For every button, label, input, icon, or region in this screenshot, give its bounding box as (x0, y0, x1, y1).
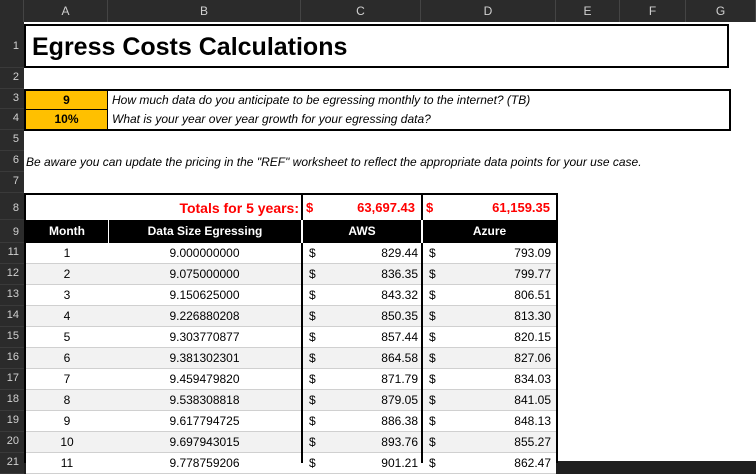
azure-currency-cell[interactable]: $ (429, 414, 436, 428)
aws-cost-cell[interactable]: 886.38 (381, 414, 418, 428)
row-header-20[interactable]: 20 (0, 432, 24, 453)
column-header-f[interactable]: F (620, 0, 686, 22)
column-header-g[interactable]: G (686, 0, 756, 22)
column-header-d[interactable]: D (421, 0, 556, 22)
row-header-15[interactable]: 15 (0, 327, 24, 348)
data-size-cell[interactable]: 9.538308818 (169, 393, 240, 407)
aws-currency-cell[interactable]: $ (309, 267, 316, 281)
data-size-cell[interactable]: 9.381302301 (169, 351, 240, 365)
row-header-5[interactable]: 5 (0, 130, 24, 151)
header-month: Month (26, 220, 108, 243)
data-size-cell[interactable]: 9.150625000 (169, 288, 240, 302)
month-cell[interactable]: 2 (63, 267, 71, 281)
data-size-cell[interactable]: 9.459479820 (169, 372, 240, 386)
column-header-a[interactable]: A (24, 0, 108, 22)
azure-cost-cell[interactable]: 799.77 (514, 267, 551, 281)
azure-cost-cell[interactable]: 820.15 (514, 330, 551, 344)
worksheet-grid[interactable] (24, 22, 756, 470)
aws-currency-cell[interactable]: $ (309, 372, 316, 386)
header-data-size: Data Size Egressing (108, 220, 301, 243)
month-cell[interactable]: 5 (63, 330, 71, 344)
month-cell[interactable]: 1 (63, 246, 71, 260)
aws-currency-cell[interactable]: $ (309, 414, 316, 428)
month-cell[interactable]: 4 (63, 309, 71, 323)
sheet-title[interactable]: Egress Costs Calculations (24, 24, 729, 68)
column-header-b[interactable]: B (108, 0, 301, 22)
totals-aws-currency: $ (306, 200, 314, 215)
aws-currency-cell[interactable]: $ (309, 456, 316, 470)
row-header-2[interactable]: 2 (0, 68, 24, 89)
row-header-18[interactable]: 18 (0, 390, 24, 411)
pricing-note: Be aware you can update the pricing in the "REF" worksheet to reflect the appropriate data points for your use case. (26, 155, 642, 169)
azure-currency-cell[interactable]: $ (429, 330, 436, 344)
row-header-9[interactable]: 9 (0, 220, 24, 243)
aws-currency-cell[interactable]: $ (309, 288, 316, 302)
row-header-1[interactable]: 1 (0, 22, 24, 68)
aws-cost-cell[interactable]: 843.32 (381, 288, 418, 302)
row-header-11[interactable]: 11 (0, 243, 24, 264)
row-header-21[interactable]: 21 (0, 453, 24, 474)
header-azure: Azure (421, 220, 556, 243)
azure-cost-cell[interactable]: 841.05 (514, 393, 551, 407)
month-cell[interactable]: 3 (63, 288, 71, 302)
row-header-8[interactable]: 8 (0, 193, 24, 220)
row-header-7[interactable]: 7 (0, 172, 24, 193)
totals-azure-currency: $ (426, 200, 434, 215)
column-header-e[interactable]: E (556, 0, 620, 22)
aws-cost-cell[interactable]: 829.44 (381, 246, 418, 260)
azure-currency-cell[interactable]: $ (429, 309, 436, 323)
aws-cost-cell[interactable]: 893.76 (381, 435, 418, 449)
select-all-corner[interactable] (0, 0, 24, 22)
row-header-3[interactable]: 3 (0, 89, 24, 109)
data-size-cell[interactable]: 9.697943015 (169, 435, 240, 449)
monthly-question-label: How much data do you anticipate to be egressing monthly to the internet? (TB) (112, 93, 531, 107)
azure-cost-cell[interactable]: 834.03 (514, 372, 551, 386)
data-size-cell[interactable]: 9.000000000 (169, 246, 240, 260)
aws-cost-cell[interactable]: 879.05 (381, 393, 418, 407)
azure-cost-cell[interactable]: 827.06 (514, 351, 551, 365)
azure-currency-cell[interactable]: $ (429, 288, 436, 302)
monthly-tb-input[interactable]: 9 (26, 91, 108, 110)
azure-currency-cell[interactable]: $ (429, 267, 436, 281)
aws-currency-cell[interactable]: $ (309, 435, 316, 449)
divider-azure-column (421, 243, 423, 463)
aws-currency-cell[interactable]: $ (309, 393, 316, 407)
azure-currency-cell[interactable]: $ (429, 372, 436, 386)
aws-cost-cell[interactable]: 864.58 (381, 351, 418, 365)
aws-currency-cell[interactable]: $ (309, 246, 316, 260)
totals-azure-value: 61,159.35 (492, 200, 550, 215)
azure-currency-cell[interactable]: $ (429, 393, 436, 407)
row-header-16[interactable]: 16 (0, 348, 24, 369)
aws-cost-cell[interactable]: 857.44 (381, 330, 418, 344)
row-header-17[interactable]: 17 (0, 369, 24, 390)
growth-input[interactable]: 10% (26, 110, 108, 129)
data-size-cell[interactable]: 9.617794725 (169, 414, 240, 428)
totals-aws-value: 63,697.43 (357, 200, 415, 215)
column-header-c[interactable]: C (301, 0, 421, 22)
aws-cost-cell[interactable]: 901.21 (381, 456, 418, 470)
aws-cost-cell[interactable]: 836.35 (381, 267, 418, 281)
azure-cost-cell[interactable]: 848.13 (514, 414, 551, 428)
row-header-12[interactable]: 12 (0, 264, 24, 285)
aws-cost-cell[interactable]: 850.35 (381, 309, 418, 323)
azure-cost-cell[interactable]: 793.09 (514, 246, 551, 260)
azure-currency-cell[interactable]: $ (429, 456, 436, 470)
month-cell[interactable]: 9 (63, 414, 71, 428)
divider-aws-column (301, 243, 303, 463)
aws-currency-cell[interactable]: $ (309, 330, 316, 344)
aws-currency-cell[interactable]: $ (309, 309, 316, 323)
row-header-14[interactable]: 14 (0, 306, 24, 327)
growth-question-label: What is your year over year growth for your egressing data? (112, 112, 431, 126)
data-size-cell[interactable]: 9.075000000 (169, 267, 240, 281)
azure-cost-cell[interactable]: 855.27 (514, 435, 551, 449)
aws-currency-cell[interactable]: $ (309, 351, 316, 365)
azure-cost-cell[interactable]: 862.47 (514, 456, 551, 470)
month-cell[interactable]: 11 (60, 456, 74, 470)
totals-divider-azure (421, 193, 423, 220)
row-header-13[interactable]: 13 (0, 285, 24, 306)
data-size-cell[interactable]: 9.226880208 (169, 309, 240, 323)
row-header-4[interactable]: 4 (0, 109, 24, 130)
data-size-cell[interactable]: 9.303770877 (169, 330, 240, 344)
data-size-cell[interactable]: 9.778759206 (169, 456, 240, 470)
azure-cost-cell[interactable]: 813.30 (514, 309, 551, 323)
row-header-6[interactable]: 6 (0, 151, 24, 172)
azure-cost-cell[interactable]: 806.51 (514, 288, 551, 302)
month-cell[interactable]: 8 (63, 393, 71, 407)
totals-divider-aws (301, 193, 303, 220)
azure-currency-cell[interactable]: $ (429, 351, 436, 365)
row-header-19[interactable]: 19 (0, 411, 24, 432)
month-cell[interactable]: 6 (63, 351, 71, 365)
azure-currency-cell[interactable]: $ (429, 435, 436, 449)
aws-cost-cell[interactable]: 871.79 (381, 372, 418, 386)
month-cell[interactable]: 7 (63, 372, 71, 386)
header-aws: AWS (301, 220, 421, 243)
month-cell[interactable]: 10 (60, 435, 74, 449)
azure-currency-cell[interactable]: $ (429, 246, 436, 260)
totals-label: Totals for 5 years: (179, 200, 299, 216)
